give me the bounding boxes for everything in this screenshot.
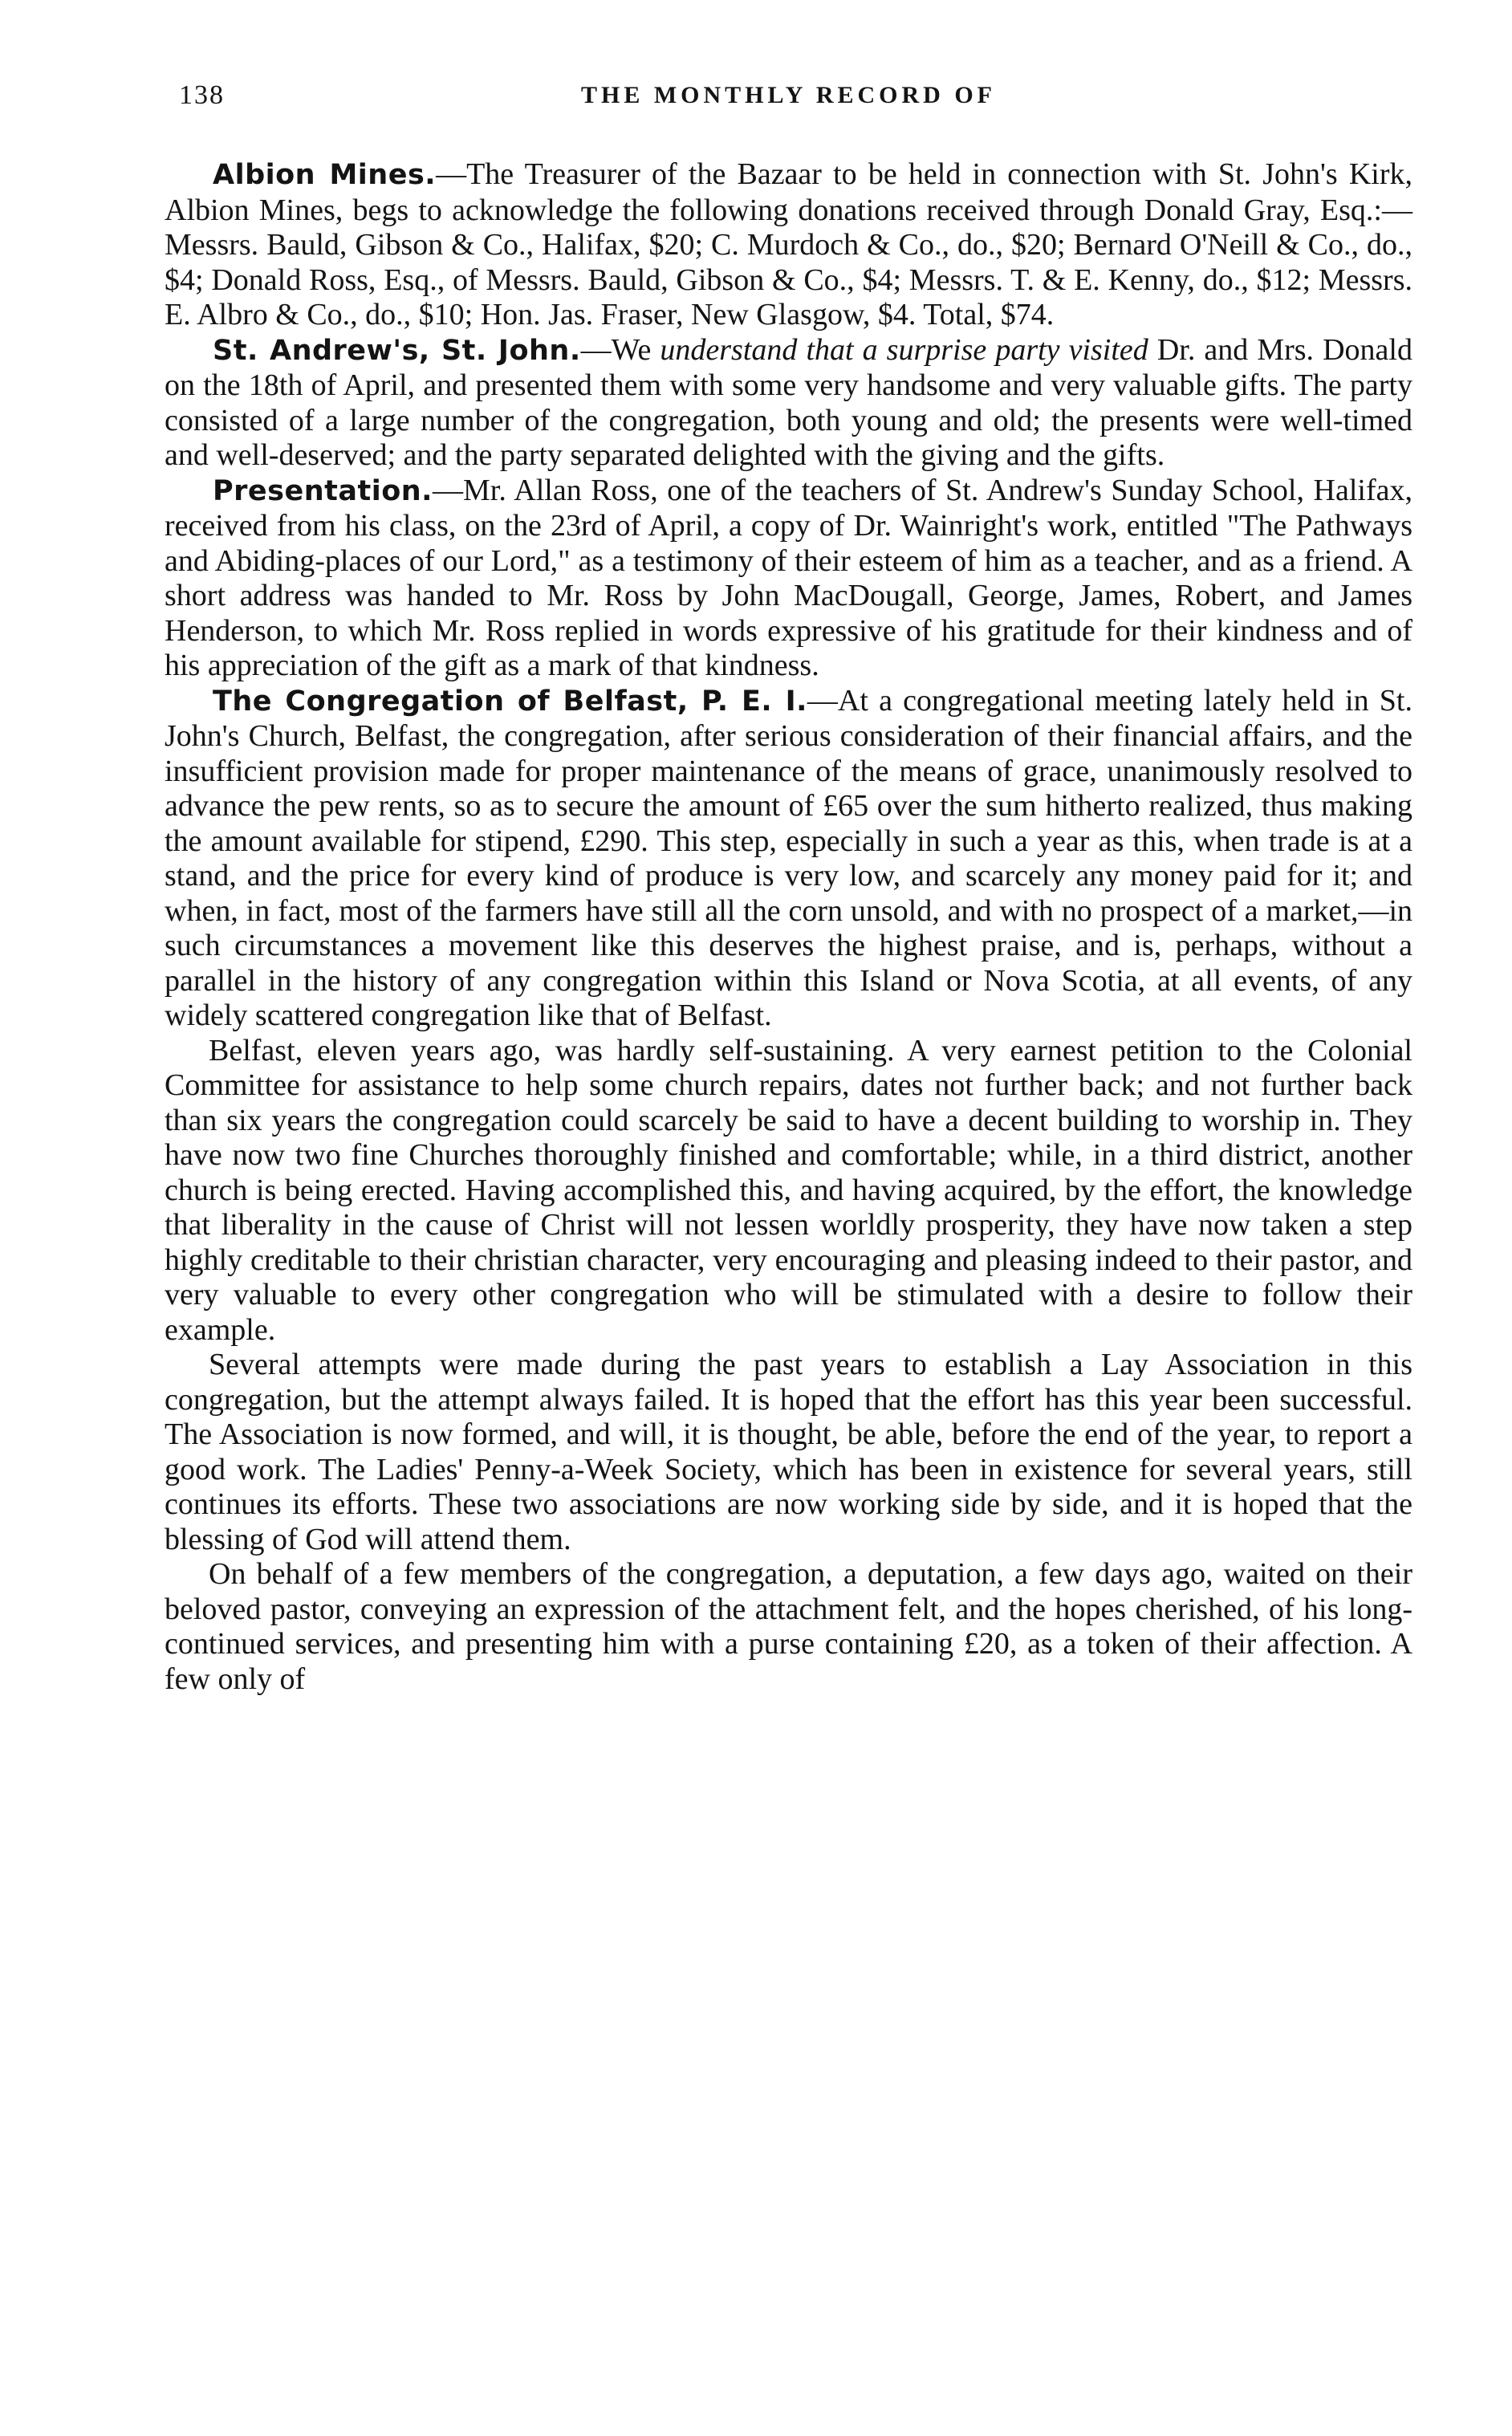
article-heading: Presentation.	[213, 474, 433, 507]
article-paragraph	[165, 333, 1412, 474]
article-presentation	[165, 474, 1412, 684]
article-albion-mines	[165, 157, 1412, 333]
article-paragraph	[165, 474, 1412, 684]
article-text: Dr. and Mrs. Donald on the 18th of April, and presented them with some very handsome and very valuable gifts. The party consisted of a large number of the congregation, both young and old; the presents were well-timed and well-deserved; and the party separated delighted with the giving and the gifts.	[165, 332, 1412, 472]
article-text: —At a congregational meeting lately held in St. John's Church, Belfast, the congregation, after serious consideration of their financial affairs, and the insufficient provision made for proper maintenance of the means of grace, unanimously resolved to advance the pew rents, so as to secure the amount of £65 over the sum hitherto realized, thus making the amount available for stipend, £290. This step, especially in such a year as this, when trade is at a stand, and the price for every kind of produce is very low, and scarcely any money paid for it; and when, in fact, most of the farmers have still all the corn unsold, and with no prospect of a market,—in such circumstances a movement like this deserves the highest praise, and is, perhaps, without a parallel in the history of any congregation within this Island or Nova Scotia, at all events, of any widely scattered congregation like that of Belfast.	[165, 683, 1412, 1032]
article-paragraph	[165, 157, 1412, 333]
running-header	[165, 80, 1412, 128]
article-paragraph: Several attempts were made during the past years to establish a Lay Association in this congregation, but the attempt always failed. It is hoped that the effort has this year been successful. The Association is now formed, and will, it is thought, be able, before the end of the year, to report a good work. The Ladies' Penny-a-Week Society, which has been in existence for several years, still continues its efforts. These two associations are now working side by side, and it is hoped that the blessing of God will attend them.	[165, 1348, 1412, 1556]
article-heading: The Congregation of Belfast, P. E. I.	[213, 685, 807, 718]
article-text: —Mr. Allan Ross, one of the teachers of St. Andrew's Sunday School, Halifax, received from his class, on the 23rd of April, a copy of Dr. Wainright's work, entitled "The Pathways and Abiding-places of our Lord," as a testimony of their esteem of him as a teacher, and as a friend. A short address was handed to Mr. Ross by John MacDougall, George, James, Robert, and James Henderson, to which Mr. Ross replied in words expressive of his gratitude for their kindness and of his appreciation of the gift as a mark of that kindness.	[165, 473, 1412, 682]
article-st-andrews	[165, 333, 1412, 474]
article-paragraph: Belfast, eleven years ago, was hardly self-sustaining. A very earnest petition to the Colonial Committee for assistance to help some church repairs, dates not further back; and not further back than six years the congregation could scarcely be said to have a decent building to worship in. They have now two fine Churches thoroughly finished and comfortable; while, in a third district, another church is being erected. Having accomplished this, and having acquired, by the effort, the knowledge that liberality in the cause of Christ will not lessen worldly prosperity, they have now taken a step highly creditable to their christian character, very encouraging and pleasing indeed to their pastor, and very valuable to every other congregation who will be stimulated with a desire to follow their example.	[165, 1033, 1412, 1347]
article-text: —We	[580, 332, 660, 367]
article-belfast	[165, 684, 1412, 1698]
article-text-italic: understand that a surprise party visited	[660, 332, 1148, 367]
article-paragraph	[165, 684, 1412, 1034]
page-number: 138	[179, 80, 225, 110]
article-heading: St. Andrew's, St. John.	[213, 334, 581, 367]
article-text: —The Treasurer of the Bazaar to be held in connection with St. John's Kirk, Albion Mines, begs to acknowledge the following donations received through Donald Gray, Esq.:—Messrs. Bauld, Gibson & Co., Halifax, $20; C. Murdoch & Co., do., $20; Bernard O'Neill & Co., do., $4; Donald Ross, Esq., of Messrs. Bauld, Gibson & Co., $4; Messrs. T. & E. Kenny, do., $12; Messrs. E. Albro & Co., do., $10; Hon. Jas. Fraser, New Glasgow, $4. Total, $74.	[165, 157, 1412, 331]
document-page	[165, 80, 1412, 1697]
article-heading: Albion Mines.	[213, 159, 437, 191]
article-paragraph: On behalf of a few members of the congregation, a deputation, a few days ago, waited on their beloved pastor, conveying an expression of the attachment felt, and the hopes cherished, of his long-continued services, and presenting him with a purse containing £20, as a token of their affection. A few only of	[165, 1557, 1412, 1696]
running-title: THE MONTHLY RECORD OF	[581, 82, 996, 108]
